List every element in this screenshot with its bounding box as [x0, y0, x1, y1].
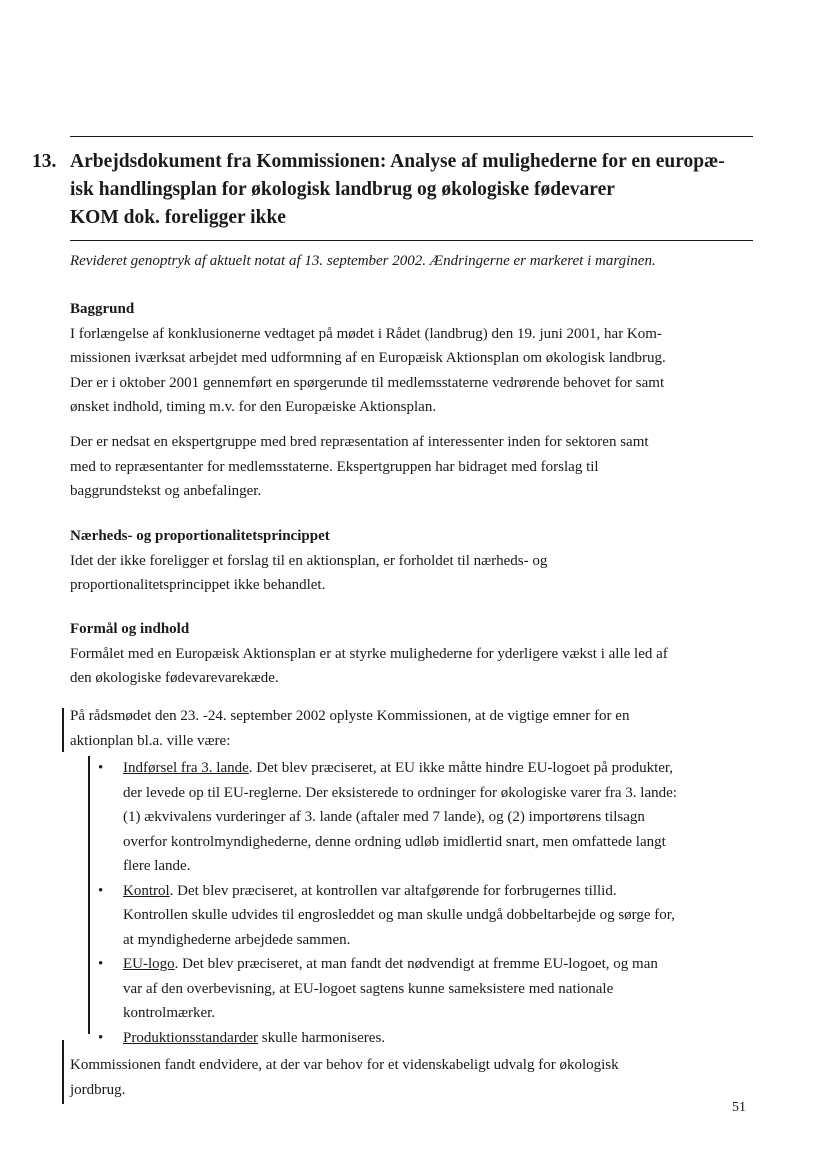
text-line: baggrundstekst og anbefalinger.: [70, 483, 262, 499]
list-item: [96, 1026, 756, 1051]
text-line: overfor kontrolmyndighederne, denne ordning udløb imidlertid snart, men omfattede langt: [123, 833, 666, 850]
text-line: Kontrollen skulle udvides til engrosleddet og man skulle undgå dobbeltarbejde og sørge for,: [123, 907, 675, 923]
list-item: [96, 756, 756, 879]
text-line: (1) ækvivalens vurderinger af 3. lande (aftaler med 7 lande), og (2) importørens tilsagn: [123, 809, 645, 825]
top-rule: [70, 136, 753, 137]
text-line: at myndighederne arbejdede sammen.: [123, 931, 351, 948]
baggrund-heading: Baggrund: [70, 301, 135, 317]
section-title: [70, 148, 760, 232]
text-line: aktionplan bl.a. ville være:: [70, 732, 231, 749]
item-term: Kontrol: [123, 882, 170, 899]
section-title-line: Arbejdsdokument fra Kommissionen: Analyse af mulighederne for en europæ-: [70, 151, 725, 172]
text-line: var af den overbevisning, at EU-logoet sagtens kunne sameksistere med nationale: [123, 980, 614, 997]
baggrund-paragraph-2: [70, 430, 760, 504]
text-line: skulle harmoniseres.: [257, 1029, 386, 1046]
revision-note: Revideret genoptryk af aktuelt notat af 13. september 2002. Ændringerne er markeret i marginen.: [70, 253, 656, 269]
text-line: Der er nedsat en ekspertgruppe med bred repræsentation af interessenter inden for sektoren samt: [70, 434, 649, 450]
bullet: •: [98, 882, 104, 899]
text-line: . Det blev præciseret, at EU ikke måtte hindre EU-logoet på produkter,: [248, 760, 674, 776]
change-bar: [62, 708, 64, 752]
text-line: . Det blev præciseret, at man fandt det nødvendigt at fremme EU-logoet, og man: [174, 956, 658, 972]
list-item: [96, 952, 756, 1026]
text-line: der levede op til EU-reglerne. Der eksisterede to ordninger for økologiske varer fra 3. lande:: [123, 784, 677, 801]
text-line: med to repræsentanter for medlemsstaterne. Ekspertgruppen har bidraget med forslag til: [70, 458, 599, 475]
section-title-line: isk handlingsplan for økologisk landbrug og økologiske fødevarer: [70, 179, 615, 200]
naerhed-heading: Nærheds- og proportionalitetsprincippet: [70, 528, 330, 544]
item-term: EU-logo: [123, 956, 175, 972]
closing-paragraph: [70, 1053, 760, 1102]
topic-list: [96, 756, 756, 1050]
text-line: På rådsmødet den 23. -24. september 2002 oplyste Kommissionen, at de vigtige emner for en: [70, 708, 630, 724]
section-title-line: KOM dok. foreligger ikke: [70, 207, 286, 228]
bullet: •: [98, 1029, 104, 1046]
bullet: •: [98, 956, 104, 972]
change-bar: [88, 756, 90, 1034]
change-bar: [62, 1040, 64, 1104]
text-line: den økologiske fødevarevarekæde.: [70, 670, 279, 686]
text-line: . Det blev præciseret, at kontrollen var altafgørende for forbrugernes tillid.: [169, 882, 617, 899]
text-line: ønsket indhold, timing m.v. for den Europæiske Aktionsplan.: [70, 399, 437, 415]
council-intro: [70, 704, 760, 753]
item-term: Produktionsstandarder: [123, 1029, 258, 1046]
list-item: [96, 879, 756, 953]
text-line: Idet der ikke foreligger et forslag til en aktionsplan, er forholdet til nærheds- og: [70, 552, 548, 569]
text-line: Kommissionen fandt endvidere, at der var behov for et videnskabeligt udvalg for økologisk: [70, 1057, 619, 1073]
formaal-section: [70, 617, 760, 691]
item-term: Indførsel fra 3. lande: [123, 760, 249, 776]
text-line: kontrolmærker.: [123, 1005, 216, 1021]
text-line: missionen iværksat arbejdet med udformning af en Europæisk Aktionsplan om økologisk landbrug.: [70, 350, 666, 366]
text-line: flere lande.: [123, 858, 191, 874]
text-line: Formålet med en Europæisk Aktionsplan er at styrke mulighederne for yderligere vækst i alle led af: [70, 645, 668, 662]
text-line: I forlængelse af konklusionerne vedtaget på mødet i Rådet (landbrug) den 19. juni 2001, har Kom-: [70, 325, 662, 342]
heading-rule: [70, 240, 753, 241]
page-number: 51: [732, 1100, 746, 1115]
naerhed-section: [70, 524, 760, 598]
formaal-heading: Formål og indhold: [70, 621, 190, 637]
text-line: proportionalitetsprincippet ikke behandlet.: [70, 577, 326, 593]
text-line: jordbrug.: [70, 1081, 126, 1098]
text-line: Der er i oktober 2001 gennemført en spørgerunde til medlemsstaterne vedrørende behovet for samt: [70, 374, 665, 391]
section-number: 13.: [32, 151, 57, 172]
bullet: •: [98, 760, 104, 776]
baggrund-section: [70, 297, 760, 420]
